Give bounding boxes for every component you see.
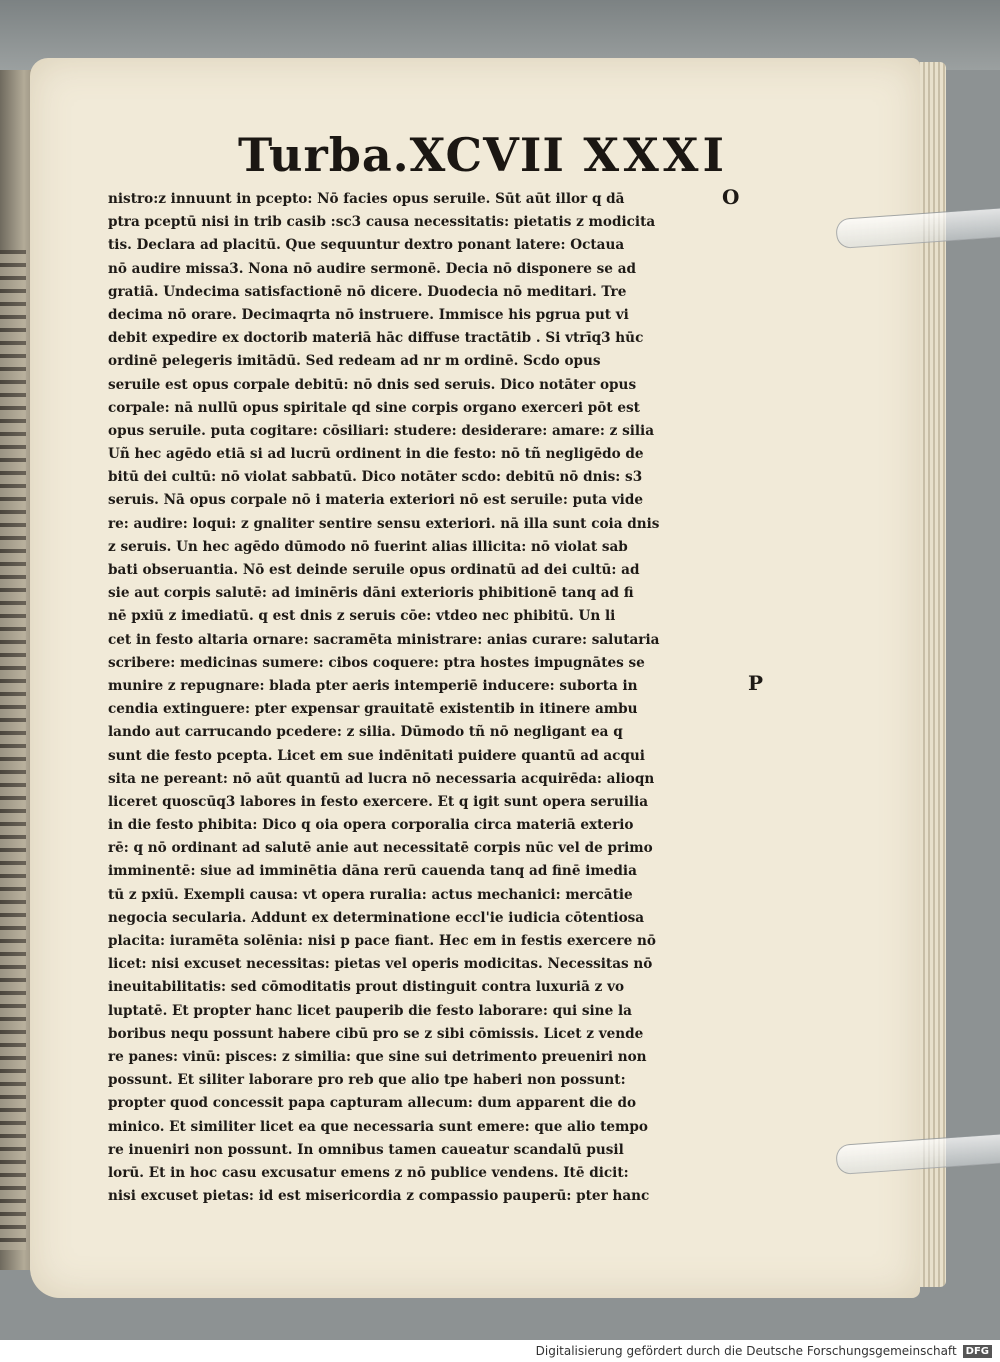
text-line: propter quod concessit papa capturam allecum: dum apparent die do [108, 1095, 637, 1112]
text-line: placita: iuramēta solēnia: nisi p pace fiant. Hec em in festis exercere nō [108, 933, 656, 949]
text-line: lando aut carrucando pcedere: z silia. Dūmodo tñ nō negligant ea q [108, 724, 623, 741]
text-line: nē pxiū z imediatū. q est dnis z seruis cōe: vtdeo nec phibitū. Un li [108, 608, 616, 625]
page-header [238, 128, 728, 188]
text-line: in die festo phibita: Dico q oia opera corporalia circa materiā exterio [108, 817, 634, 834]
text-line: cet in festo altaria ornare: sacramēta ministrare: anias curare: salutaria [108, 631, 660, 648]
text-line: re panes: vinū: pisces: z similia: que sine sui detrimento preueniri non [108, 1048, 647, 1065]
text-line: Uñ hec agēdo etiā si ad lucrū ordinent in die festo: nō tñ negligēdo de [108, 446, 644, 463]
marginal-letter-p: P [748, 671, 764, 695]
text-line: re: audire: loqui: z gnaliter sentire sensu exteriori. nā illa sunt coia dnis [108, 515, 660, 532]
text-line: munire z repugnare: blada pter aeris intemperiē inducere: suborta in [108, 677, 638, 694]
text-line: imminentē: siue ad imminētia dāna rerū cauenda tanq ad finē imedia [108, 863, 637, 880]
text-line: bati obseruantia. Nō est deinde seruile opus ordinatū ad dei cultū: ad [108, 562, 640, 578]
dfg-logo: DFG [963, 1345, 992, 1358]
text-line: ineuitabilitatis: sed cōmoditatis prout distinguit contra luxuriā z vo [108, 979, 625, 996]
text-line: z seruis. Un hec agēdo dūmodo nō fuerint alias illicita: nō violat sab [108, 538, 628, 555]
facing-page-text [0, 250, 26, 1250]
text-line: sie aut corpis salutē: ad iminēris dāni exterioris phibitionē tanq ad fi [108, 585, 634, 602]
text-line: decima nō orare. Decimaqrta nō instruere. Immisce his pgrua put vi [108, 306, 629, 323]
text-line: cendia extinguere: pter expensar grauitatē existentib in itinere ambu [108, 701, 638, 718]
text-line: nō audire missa3. Nona nō audire sermonē. Decia nō disponere se ad [108, 260, 637, 277]
text-line: seruis. Nā opus corpale nō i materia exteriori nō est seruile: puta vide [108, 492, 643, 509]
text-line: ptra pceptū nisi in trib casib :sc3 causa necessitatis: pietatis z modicita [108, 214, 656, 231]
text-line: re inueniri non possunt. In omnibus tamen caueatur scandalū pusil [108, 1141, 624, 1158]
text-line: opus seruile. puta cogitare: cōsiliari: studere: desiderare: amare: z silia [108, 422, 655, 439]
text-line: debit expedire ex doctorib materiā hāc diffuse tractātib . Si vtrīq3 hūc [108, 330, 644, 347]
text-line: corpale: nā nullū opus spiritale qd sine corpis organo exerceri pōt est [108, 399, 640, 416]
running-title: Turba.XCVII [238, 128, 565, 182]
text-line: nistro:z innuunt in pcepto: Nō facies opus seruile. Sūt aūt illor q dā [108, 191, 625, 207]
text-line: minico. Et similiter licet ea que necessaria sunt emere: que alio tempo [108, 1118, 648, 1135]
text-line: scribere: medicinas sumere: cibos coquere: ptra hostes impugnātes se [108, 654, 645, 671]
text-line: seruile est opus corpale debitū: nō dnis sed seruis. Dico notāter opus [108, 376, 637, 393]
footer-credit: Digitalisierung gefördert durch die Deutsche Forschungsgemeinschaft [535, 1344, 957, 1358]
text-line: sita ne pereant: nō aūt quantū ad lucra nō necessaria acquirēda: alioqn [108, 770, 655, 787]
footer-bar [0, 1340, 1000, 1362]
folio-number: XXXI [583, 128, 728, 182]
body-text [108, 188, 720, 1208]
text-line: lorū. Et in hoc casu excusatur emens z nō publice vendens. Itē dicit: [108, 1164, 629, 1181]
text-line: rē: q nō ordinant ad salutē anie aut necessitatē corpis nūc vel de primo [108, 840, 653, 857]
text-line: liceret quoscūq3 labores in festo exercere. Et q igit sunt opera seruilia [108, 793, 649, 810]
text-line: boribus nequ possunt habere cibū pro se z sibi cōmissis. Licet z vende [108, 1025, 644, 1042]
marginal-letter-o: O [722, 185, 740, 209]
text-line: bitū dei cultū: nō violat sabbatū. Dico notāter scdo: debitū nō dnis: s3 [108, 469, 643, 486]
text-line: ordinē pelegeris imitādū. Sed redeam ad nr m ordinē. Scdo opus [108, 353, 601, 370]
text-line: tis. Declara ad placitū. Que sequuntur dextro ponant latere: Octaua [108, 237, 625, 254]
text-line: negocia secularia. Addunt ex determinatione eccl'ie iudicia cōtentiosa [108, 909, 645, 926]
text-line: tū z pxiū. Exempli causa: vt opera ruralia: actus mechanici: mercātie [108, 886, 633, 903]
text-line: possunt. Et siliter laborare pro reb que alio tpe haberi non possunt: [108, 1072, 626, 1089]
text-line: gratiā. Undecima satisfactionē nō dicere. Duodecia nō meditari. Tre [108, 283, 627, 300]
text-line: luptatē. Et propter hanc licet pauperib die festo laborare: qui sine la [108, 1002, 632, 1019]
text-line: nisi excuset pietas: id est misericordia z compassio pauperū: pter hanc [108, 1188, 650, 1205]
text-line: licet: nisi excuset necessitas: pietas vel operis modicitas. Necessitas nō [108, 956, 653, 973]
text-line: sunt die festo pcepta. Licet em sue indēnitati puidere quantū ad acqui [108, 747, 645, 764]
